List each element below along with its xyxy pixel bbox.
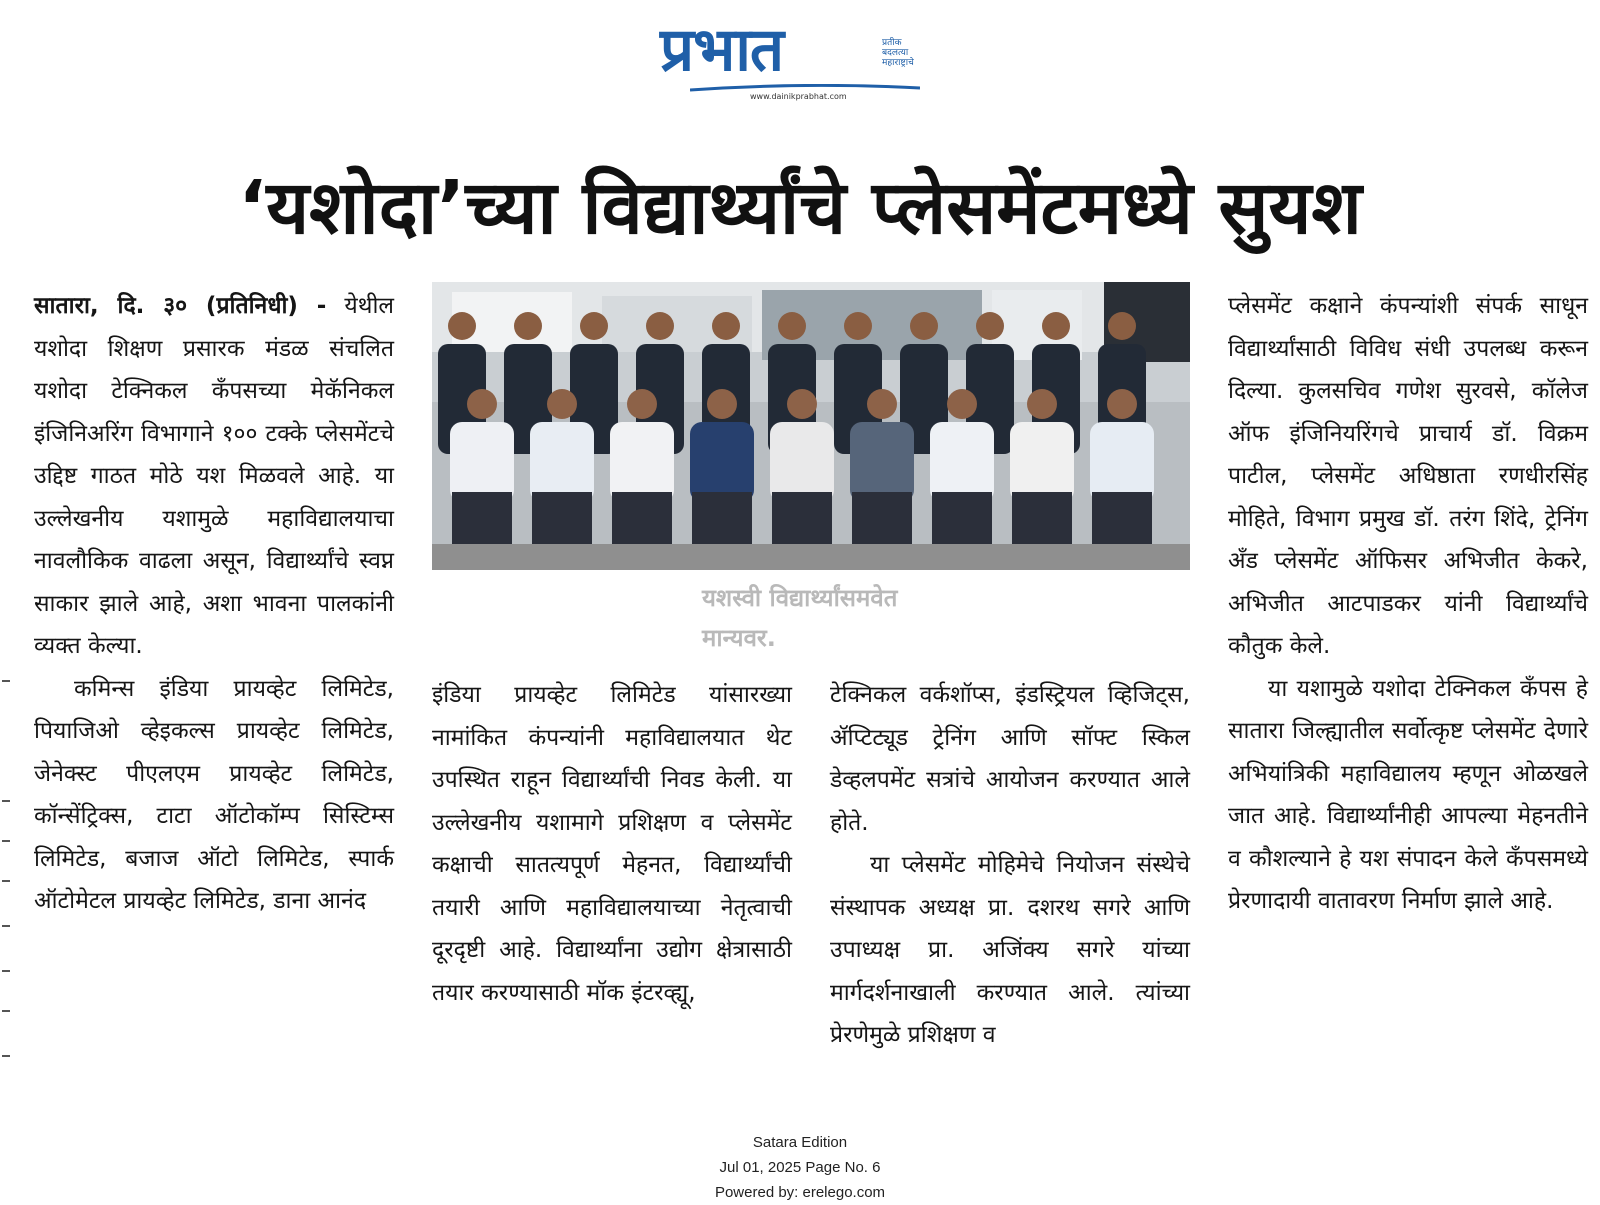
headline: ‘यशोदा’च्या विद्यार्थ्यांचे प्लेसमेंटमध्ये सुयश — [238, 165, 1362, 251]
footer-powered-by: Powered by: erelego.com — [714, 1184, 886, 1201]
logo-tagline: प्रतीक बदलत्या महाराष्ट्राचे — [882, 38, 914, 68]
footer-edition: Satara Edition — [752, 1134, 848, 1151]
article-column-3: टेक्निकल वर्कशॉप्स, इंडस्ट्रियल व्हिजिट्स, ॲप्टिट्यूड ट्रेनिंग आणि सॉफ्ट स्किल डेव्हलपमेंट सत्रांचे आयोजन करण्यात आले होते. या प्लेसमेंट मोहिमेचे नियोजन संस्थेचे संस्थापक अध्यक्ष प्रा. दशरथ सगरे आणि उपाध्यक्ष प्रा. अजिंक्य सगरे यांच्या मार्गदर्शनाखाली करण्यात आले. त्यांच्या प्रेरणेमुळे प्रशिक्षण व — [830, 682, 1190, 1048]
logo-url: www.dainikprabhat.com — [750, 92, 847, 101]
masthead — [0, 14, 1600, 104]
dateline: सातारा, दि. ३० (प्रतिनिधी) - — [34, 293, 327, 319]
page-footer — [0, 1130, 1600, 1205]
logo-wordmark: प्रभात — [660, 15, 784, 85]
footer-date-page: Jul 01, 2025 Page No. 6 — [719, 1159, 881, 1176]
article-column-1: सातारा, दि. ३० (प्रतिनिधी) - येथील यशोदा शिक्षण प्रसारक मंडळ संचलित यशोदा टेक्निकल कँपसच्या मेकॅनिकल इंजिनिअरिंग विभागाने १०० टक्के प्लेसमेंटचे उद्दिष्ट गाठत मोठे यश मिळवले आहे. या उल्लेखनीय यशामुळे महाविद्यालयाचा नावलौकिक वाढला असून, विद्यार्थ्यांचे स्वप्न साकार झाले आहे, अशा भावना पालकांनी व्यक्त केल्या. कमिन्स इंडिया प्रायव्हेट लिमिटेड, पियाजिओ व्हेइकल्स प्रायव्हेट लिमिटेड, जेनेक्स्ट पीएलएम प्रायव्हेट लिमिटेड, कॉन्सेंट्रिक्स, टाटा ऑटोकॉम्प सिस्टिम्स लिमिटेड, बजाज ऑटो लिमिटेड, स्पार्क ऑटोमेटल प्रायव्हेट लिमिटेड, डाना आनंद — [34, 293, 395, 914]
margin-marks — [0, 680, 12, 1100]
logo-swoosh-icon — [690, 84, 920, 92]
article-column-2: इंडिया प्रायव्हेट लिमिटेड यांसारख्या नामांकित कंपन्यांनी महाविद्यालयात थेट उपस्थित राहून विद्यार्थ्यांची निवड केली. या उल्लेखनीय यशामागे प्रशिक्षण व प्लेसमेंट कक्षाची सातत्यपूर्ण मेहनत, विद्यार्थ्यांची तयारी आणि महाविद्यालयाच्या नेतृत्वाची दूरदृष्टी आहे. विद्यार्थ्यांना उद्योग क्षेत्रासाठी तयार करण्यासाठी मॉक इंटरव्ह्यू, — [432, 682, 792, 1006]
caption-line-2: मान्यवर. — [702, 624, 776, 652]
photo-caption — [432, 578, 1190, 668]
article-column-4: प्लेसमेंट कक्षाने कंपन्यांशी संपर्क साधून विद्यार्थ्यांसाठी विविध संधी उपलब्ध करून दिल्या. कुलसचिव गणेश सुरवसे, कॉलेज ऑफ इंजिनियरिंगचे प्राचार्य डॉ. विक्रम पाटील, प्लेसमेंट अधिष्ठाता रणधीरसिंह मोहिते, विभाग प्रमुख डॉ. तरंग शिंदे, ट्रेनिंग अँड प्लेसमेंट ऑफिसर अभिजीत केकरे, अभिजीत आटपाडकर यांनी विद्यार्थ्यांचे कौतुक केले. या यशामुळे यशोदा टेक्निकल कँपस हे सातारा जिल्ह्यातील सर्वोत्कृष्ट प्लेसमेंट देणारे अभियांत्रिकी महाविद्यालय म्हणून ओळखले जात आहे. विद्यार्थ्यांनीही आपल्या मेहनतीने व कौशल्याने हे यश संपादन केले कँपसमध्ये प्रेरणादायी वातावरण निर्माण झाले आहे. — [1228, 293, 1588, 914]
caption-line-1: यशस्वी विद्यार्थ्यांसमवेत — [702, 584, 898, 612]
newspaper-logo — [650, 14, 950, 104]
group-photo — [432, 282, 1190, 570]
